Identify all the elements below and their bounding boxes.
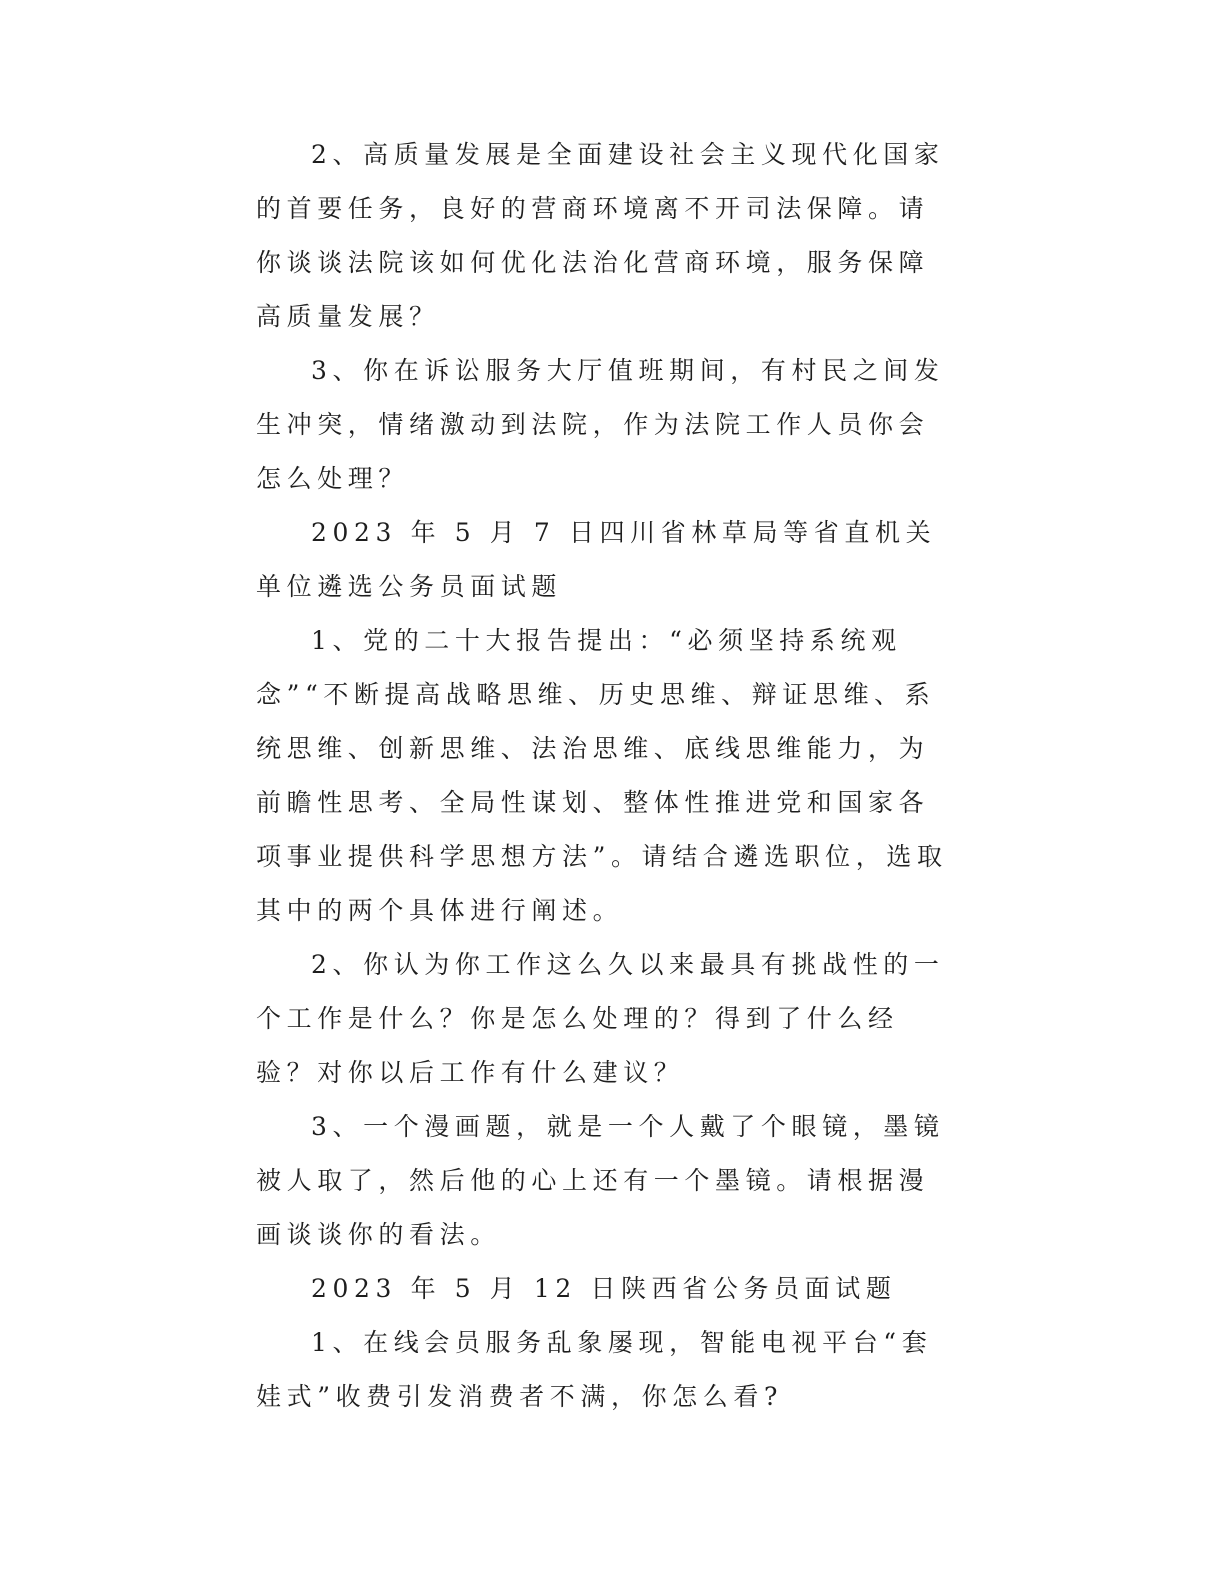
question-1-smart-tv-fees: 1、在线会员服务乱象屡现，智能电视平台“套娃式”收费引发消费者不满，你怎么看? [256,1328,933,1411]
question-3-litigation-service: 3、你在诉讼服务大厅值班期间，有村民之间发生冲突，情绪激动到法院，作为法院工作人员你会怎么处理？ [256,356,945,493]
question-2-challenging-work: 2、你认为你工作这么久以来最具有挑战性的一个工作是什么？你是怎么处理的？得到了什么经验？对你以后工作有什么建议？ [256,950,945,1087]
question-1-systems-thinking: 1、党的二十大报告提出：“必须坚持系统观念”“不断提高战略思维、历史思维、辩证思维、系统思维、创新思维、法治思维、底线思维能力，为前瞻性思考、全局性谋划、整体性推进党和国家各项事业提供科学思想方法”。请结合遴选职位，选取其中的两个具体进行阐述。 [256,626,948,925]
question-2-business-environment: 2、高质量发展是全面建设社会主义现代化国家的首要任务，良好的营商环境离不开司法保障。请你谈谈法院该如何优化法治化营商环境，服务保障高质量发展？ [256,140,945,331]
document-page [256,128,956,1424]
question-3-cartoon: 3、一个漫画题，就是一个人戴了个眼镜，墨镜被人取了，然后他的心上还有一个墨镜。请根据漫画谈谈你的看法。 [256,1112,945,1249]
section-heading-shaanxi-exam: 2023 年 5 月 12 日陕西省公务员面试题 [311,1274,897,1303]
section-heading-sichuan-exam: 2023 年 5 月 7 日四川省林草局等省直机关单位遴选公务员面试题 [256,518,937,601]
